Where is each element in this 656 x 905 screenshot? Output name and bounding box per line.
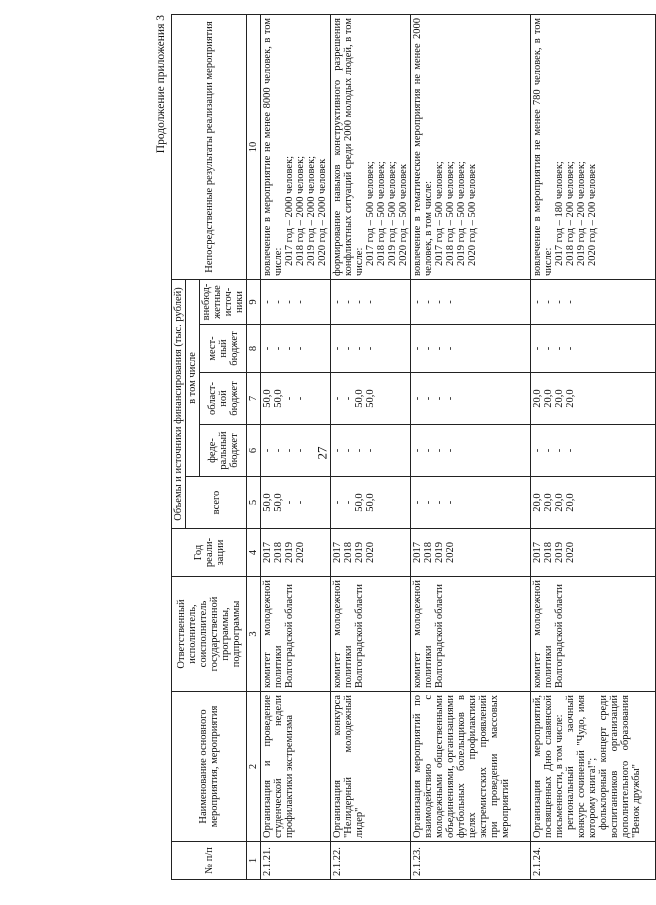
- row-result: [331, 15, 411, 280]
- header-regional: област-ной бюджет: [200, 373, 247, 425]
- colnum: 6: [247, 425, 261, 477]
- row-total: [261, 477, 331, 529]
- row-regional-value: 20,0: [565, 389, 577, 408]
- row-total-value: 50,0: [273, 493, 285, 512]
- row-extra: [531, 280, 656, 325]
- row-federal-value: -: [295, 448, 307, 453]
- header-results: Непосредственные результаты реализации мероприятия: [172, 15, 247, 280]
- colnum: 4: [247, 529, 261, 577]
- row-local-value: -: [354, 346, 366, 351]
- row-name-text: Организация и проведение студенческой недели профилактики экстремизма: [262, 695, 296, 838]
- colnum: 10: [247, 15, 261, 280]
- row-result-line: 2020 год – 500 человек: [467, 164, 479, 266]
- row-years-value: 2018: [543, 542, 555, 563]
- row-federal-value: -: [423, 448, 435, 453]
- row-regional: [261, 373, 331, 425]
- row-result-line: 2018 год – 500 человек;: [445, 161, 457, 266]
- row-executor: комитет молодежной политики Волгоградской области: [531, 577, 656, 692]
- row-total-value: -: [445, 500, 457, 505]
- row-result-line: 2019 год – 500 человек;: [387, 161, 399, 266]
- header-executor: Ответственный исполнитель, соисполнитель государственной программы, подпрограммы: [172, 577, 247, 692]
- row-local-value: -: [343, 346, 355, 351]
- row-federal-value: -: [565, 448, 577, 453]
- row-local-value: -: [543, 346, 555, 351]
- row-federal-value: -: [332, 448, 344, 453]
- row-years: [261, 529, 331, 577]
- row-extra: [261, 280, 331, 325]
- row-name: [331, 692, 411, 842]
- row-years-value: 2018: [423, 542, 435, 563]
- row-years-value: 2017: [332, 542, 344, 563]
- row-regional-value: -: [343, 396, 355, 401]
- row-extra-value: -: [543, 300, 555, 304]
- colnum: 2: [247, 692, 261, 842]
- row-result-line: 2019 год – 2000 человек;: [306, 155, 318, 266]
- row-result-line: 2020 год – 2000 человек: [317, 158, 329, 266]
- appendix-caption: Продолжение приложения 3: [155, 15, 167, 154]
- header-federal: феде-ральный бюджет: [200, 425, 247, 477]
- row-regional-value: -: [423, 396, 435, 401]
- row-name-text: Организация мероприятий по взаимодействию с молодежными общественными объединениями, организациями футбольных болельщиков в целях профилактики экстремистских проявлений при проведении массовых мероприятий: [412, 695, 512, 838]
- row-federal-value: -: [343, 448, 355, 453]
- header-year: Год реали-зации: [172, 529, 247, 577]
- row-extra-value: -: [354, 300, 366, 304]
- row-extra-value: -: [532, 300, 544, 304]
- row-years: [411, 529, 531, 577]
- row-number: 2.1.22.: [331, 842, 411, 880]
- row-extra: [331, 280, 411, 325]
- row-local-value: -: [412, 346, 424, 351]
- row-total: [411, 477, 531, 529]
- row-name-subitem: региональный заочный конкурс сочинений "Чудо, имя которому книга!";: [565, 695, 599, 838]
- row-extra-value: -: [343, 300, 355, 304]
- header-financing: Объемы и источники финансирования (тыс. рублей): [172, 280, 186, 529]
- row-executor: комитет молодежной политики Волгоградской области: [261, 577, 331, 692]
- row-regional-value: 50,0: [354, 389, 366, 408]
- row-result: [261, 15, 331, 280]
- row-years-value: 2019: [284, 542, 296, 563]
- row-extra-value: -: [565, 300, 577, 304]
- row-federal-value: -: [434, 448, 446, 453]
- row-regional: [531, 373, 656, 425]
- rotated-table-sheet: [155, 15, 645, 880]
- row-years-value: 2019: [434, 542, 446, 563]
- row-federal: [261, 425, 331, 477]
- row-total: [331, 477, 411, 529]
- colnum: 1: [247, 842, 261, 880]
- colnum: 5: [247, 477, 261, 529]
- row-result-text: вовлечение в тематические мероприятия не менее 2000 человек, в том числе:: [412, 18, 435, 276]
- row-result-line: 2017 год – 500 человек;: [434, 161, 446, 266]
- row-result-line: 2019 год – 200 человек;: [576, 161, 588, 266]
- row-local-value: -: [273, 346, 285, 351]
- row-name: [261, 692, 331, 842]
- row-total-value: -: [343, 500, 355, 505]
- row-name-text: Организация конкурса "Нелидерный молодежный лидер": [332, 695, 366, 838]
- row-local: [261, 325, 331, 373]
- row-local: [331, 325, 411, 373]
- row-federal-value: -: [532, 448, 544, 453]
- row-local-value: -: [565, 346, 577, 351]
- row-extra: [411, 280, 531, 325]
- row-result-line: 2020 год – 200 человек: [587, 164, 599, 266]
- row-regional-value: -: [295, 396, 307, 401]
- row-total: [531, 477, 656, 529]
- table-row: [531, 15, 656, 880]
- row-result-line: 2018 год – 2000 человек;: [295, 155, 307, 266]
- row-extra-value: -: [332, 300, 344, 304]
- row-federal: [531, 425, 656, 477]
- row-result-line: 2018 год – 200 человек;: [565, 161, 577, 266]
- row-total-value: 50,0: [262, 493, 274, 512]
- row-regional-value: -: [434, 396, 446, 401]
- table-row: [331, 15, 411, 880]
- table-row: [261, 15, 331, 880]
- header-num: № п/п: [172, 842, 247, 880]
- row-total-value: 50,0: [354, 493, 366, 512]
- row-total-value: -: [332, 500, 344, 505]
- row-years-value: 2020: [365, 542, 377, 563]
- row-local-value: -: [554, 346, 566, 351]
- row-federal-value: -: [354, 448, 366, 453]
- row-number: 2.1.21.: [261, 842, 331, 880]
- header-local: мест-ный бюджет: [200, 325, 247, 373]
- row-local-value: -: [365, 346, 377, 351]
- colnum: 9: [247, 280, 261, 325]
- row-number: 2.1.23.: [411, 842, 531, 880]
- row-extra-value: -: [284, 300, 296, 304]
- header-name: Наименование основного мероприятия, мероприятия: [172, 692, 247, 842]
- row-total-value: -: [412, 500, 424, 505]
- row-federal-value: -: [445, 448, 457, 453]
- row-regional-value: -: [284, 396, 296, 401]
- row-regional-value: 20,0: [532, 389, 544, 408]
- page-number: 27: [314, 446, 330, 460]
- row-name-text: Организация мероприятий, посвященных Дню славянской письменности, в том числе:: [532, 695, 566, 838]
- row-federal-value: -: [543, 448, 555, 453]
- row-local-value: -: [532, 346, 544, 351]
- colnum: 7: [247, 373, 261, 425]
- row-local-value: -: [423, 346, 435, 351]
- row-result-text: формирование навыков конструктивного разрешения конфликтных ситуаций среди 2000 молодых людей, в том числе:: [332, 18, 366, 276]
- row-result: [531, 15, 656, 280]
- row-total-value: -: [284, 500, 296, 505]
- row-total-value: -: [423, 500, 435, 505]
- row-extra-value: -: [262, 300, 274, 304]
- row-years-value: 2020: [565, 542, 577, 563]
- row-regional-value: 50,0: [262, 389, 274, 408]
- program-table: [171, 14, 656, 880]
- row-years-value: 2019: [354, 542, 366, 563]
- row-total-value: 20,0: [554, 493, 566, 512]
- row-result-line: 2017 год – 180 человек;: [554, 161, 566, 266]
- row-name-subitem: фольклорный концерт среди воспитанников организаций дополнительного образования "Венок дружбы": [598, 695, 643, 838]
- row-regional-value: -: [445, 396, 457, 401]
- row-result-line: 2020 год – 500 человек: [398, 164, 410, 266]
- row-result-line: 2017 год – 2000 человек;: [284, 155, 296, 266]
- row-federal-value: -: [273, 448, 285, 453]
- row-result-line: 2017 год – 500 человек;: [365, 161, 377, 266]
- row-federal-value: -: [284, 448, 296, 453]
- row-local-value: -: [262, 346, 274, 351]
- row-local: [411, 325, 531, 373]
- row-regional-value: 50,0: [273, 389, 285, 408]
- row-result-text: вовлечение в мероприятия не менее 780 человек, в том числе:: [532, 18, 555, 276]
- row-federal-value: -: [262, 448, 274, 453]
- row-total-value: 20,0: [565, 493, 577, 512]
- row-federal-value: -: [554, 448, 566, 453]
- row-local-value: -: [445, 346, 457, 351]
- row-years-value: 2020: [445, 542, 457, 563]
- row-number: 2.1.24.: [531, 842, 656, 880]
- row-executor: комитет молодежной политики Волгоградской области: [411, 577, 531, 692]
- row-regional-value: 20,0: [554, 389, 566, 408]
- row-result-line: 2018 год – 500 человек;: [376, 161, 388, 266]
- row-regional-value: -: [412, 396, 424, 401]
- row-local-value: -: [295, 346, 307, 351]
- row-years-value: 2020: [295, 542, 307, 563]
- row-years: [331, 529, 411, 577]
- row-local-value: -: [434, 346, 446, 351]
- row-total-value: -: [295, 500, 307, 505]
- header-subgroup: в том числе: [186, 280, 200, 477]
- colnum: 8: [247, 325, 261, 373]
- row-years-value: 2017: [412, 542, 424, 563]
- row-total-value: 20,0: [532, 493, 544, 512]
- row-years-value: 2017: [262, 542, 274, 563]
- row-extra-value: -: [273, 300, 285, 304]
- row-extra-value: -: [445, 300, 457, 304]
- row-extra-value: -: [423, 300, 435, 304]
- row-total-value: 50,0: [365, 493, 377, 512]
- row-regional-value: 50,0: [365, 389, 377, 408]
- row-result: [411, 15, 531, 280]
- row-local-value: -: [284, 346, 296, 351]
- header-total: всего: [186, 477, 247, 529]
- row-years-value: 2018: [343, 542, 355, 563]
- row-name: [411, 692, 531, 842]
- row-federal: [411, 425, 531, 477]
- row-federal-value: -: [412, 448, 424, 453]
- row-total-value: -: [434, 500, 446, 505]
- row-extra-value: -: [295, 300, 307, 304]
- row-federal: [331, 425, 411, 477]
- row-result-line: 2019 год – 500 человек;: [456, 161, 468, 266]
- row-extra-value: -: [434, 300, 446, 304]
- header-extra: внебюд-жетные источ-ники: [200, 280, 247, 325]
- row-regional-value: 20,0: [543, 389, 555, 408]
- row-extra-value: -: [412, 300, 424, 304]
- table-row: [411, 15, 531, 880]
- colnum: 3: [247, 577, 261, 692]
- row-local-value: -: [332, 346, 344, 351]
- row-years-value: 2017: [532, 542, 544, 563]
- row-executor: комитет молодежной политики Волгоградской области: [331, 577, 411, 692]
- row-name: [531, 692, 656, 842]
- row-local: [531, 325, 656, 373]
- row-years: [531, 529, 656, 577]
- row-years-value: 2018: [273, 542, 285, 563]
- row-result-text: вовлечение в мероприятие не менее 8000 человек, в том числе:: [262, 18, 285, 276]
- row-federal-value: -: [365, 448, 377, 453]
- row-regional: [331, 373, 411, 425]
- row-regional: [411, 373, 531, 425]
- row-extra-value: -: [365, 300, 377, 304]
- row-total-value: 20,0: [543, 493, 555, 512]
- row-years-value: 2019: [554, 542, 566, 563]
- row-regional-value: -: [332, 396, 344, 401]
- row-extra-value: -: [554, 300, 566, 304]
